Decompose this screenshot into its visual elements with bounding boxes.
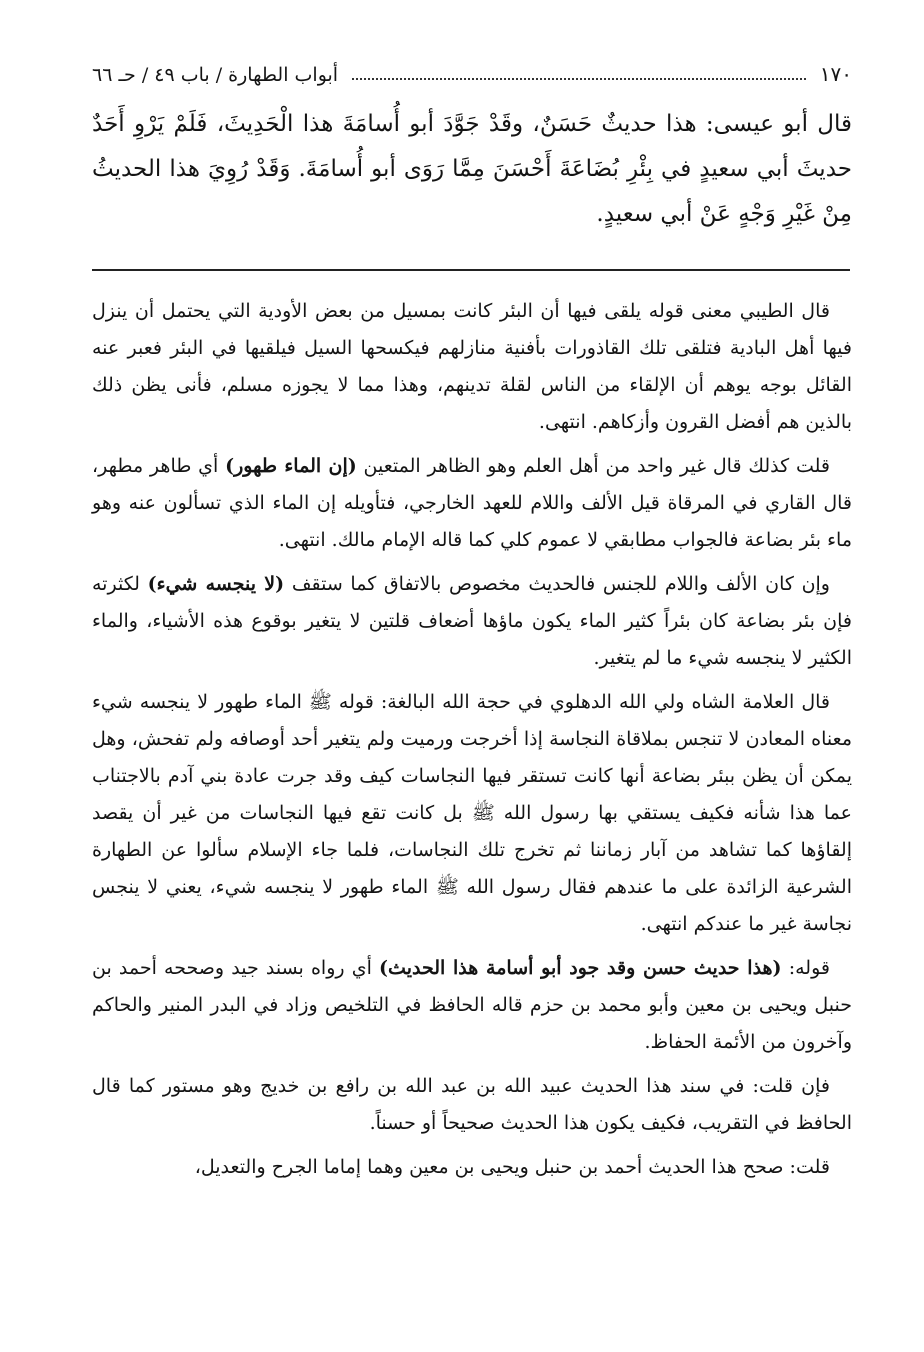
p5-quoted-matn: (هذا حديث حسن وقد جود أبو أسامة هذا الحديث)	[379, 957, 782, 979]
commentary-paragraph-3	[92, 566, 852, 677]
hadith-text-block	[92, 102, 852, 237]
p2-text-a: قلت كذلك قال غير واحد من أهل العلم وهو الظاهر المتعين	[363, 455, 831, 477]
commentary-paragraph-4: قال العلامة الشاه ولي الله الدهلوي في حجة الله البالغة: قوله ﷺ الماء طهور لا ينجسه شيء معناه المعادن لا تنجس بملاقاة النجاسة إذا أخرجت ورميت ولم يتغير أحد أوصافه ولم تفحش، وهل يمكن أن يظن ببئر بضاعة أنها كانت تستقر فيها النجاسات كيف وقد جرت عادة بني آدم بالاجتناب عما هذا شأنه فكيف يستقي بها رسول الله ﷺ بل كانت تقع فيها النجاسات من غير أن يقصد إلقاؤها كما تشاهد من آبار زماننا ثم تخرج تلك النجاسات، فلما جاء الإسلام سألوا عن الطهارة الشرعية الزائدة على ما عندهم فقال رسول الله ﷺ الماء طهور لا ينجسه شيء، يعني لا ينجس نجاسة غير ما عندكم انتهى.	[92, 691, 852, 935]
p3-quoted-matn: (لا ينجسه شيء)	[147, 573, 285, 595]
p3-text-a: وإن كان الألف واللام للجنس فالحديث مخصوص بالاتفاق كما ستقف	[291, 573, 830, 595]
running-head: أبواب الطهارة / باب ٤٩ / حـ ٦٦	[92, 64, 339, 86]
p3-text-b: لكثرته فإن بئر بضاعة كان بئراً كثير الماء يكون ماؤها أضعاف قلتين لا يتغير بوقوع هذه الأشياء، والماء الكثير لا ينجسه شيء ما لم يتغير.	[92, 573, 852, 669]
commentary-paragraph-7: قلت: صحح هذا الحديث أحمد بن حنبل ويحيى بن معين وهما إماما الجرح والتعديل،	[194, 1156, 830, 1178]
page-number: ١٧٠	[819, 62, 852, 86]
separator-rule	[92, 269, 850, 271]
p2-quoted-matn: (إن الماء طهور)	[225, 455, 357, 477]
p5-text-b: أي رواه بسند جيد وصححه أحمد بن حنبل ويحيى بن معين وأبو محمد بن حزم قاله الحافظ في التلخيص وزاد في البدر المنير والحاكم وآخرون من الأئمة الحفاظ.	[92, 957, 852, 1053]
p5-text-a: قوله:	[788, 957, 830, 979]
commentary-paragraph-2	[92, 448, 852, 559]
header-dotted-leader	[352, 78, 806, 80]
commentary-block	[92, 293, 852, 1193]
commentary-paragraph-1: قال الطيبي معنى قوله يلقى فيها أن البئر كانت بمسيل من بعض الأودية التي يحتمل أن ينزل فيها أهل البادية فتلقى تلك القاذورات بأفنية منازلهم فيكسحها السيل فيلقيها في البئر فعبر عنه القائل بوجه يوهم أن الإلقاء من الناس لقلة تدينهم، وهذا مما لا يجوزه مسلم، فأنى يظن ذلك بالذين هم أفضل القرون وأزكاهم. انتهى.	[92, 300, 852, 433]
page-header	[92, 46, 852, 86]
commentary-paragraph-5	[92, 950, 852, 1061]
hadith-paragraph: قال أبو عيسى: هذا حديثٌ حَسَنٌ، وقَدْ جَوَّدَ أبو أُسامَةَ هذا الْحَدِيثَ، فَلَمْ يَرْوِ أَحَدٌ حديثَ أبي سعيدٍ في بِئْرِ بُضَاعَةَ أَحْسَنَ مِمَّا رَوَى أبو أُسامَةَ. وَقَدْ رُوِيَ هذا الحديثُ مِنْ غَيْرِ وَجْهٍ عَنْ أبي سعيدٍ.	[92, 111, 852, 227]
p2-text-b: أي طاهر مطهر، قال القاري في المرقاة قيل الألف واللام للعهد الخارجي، فتأويله إن الماء الذي تسألون عنه وهو ماء بئر بضاعة فالجواب مطابقي لا عموم كلي كما قاله الإمام مالك. انتهى.	[92, 455, 852, 551]
commentary-paragraph-6: فإن قلت: في سند هذا الحديث عبيد الله بن عبد الله بن رافع بن خديج وهو مستور كما قال الحافظ في التقريب، فكيف يكون هذا الحديث صحيحاً أو حسناً.	[92, 1075, 852, 1134]
